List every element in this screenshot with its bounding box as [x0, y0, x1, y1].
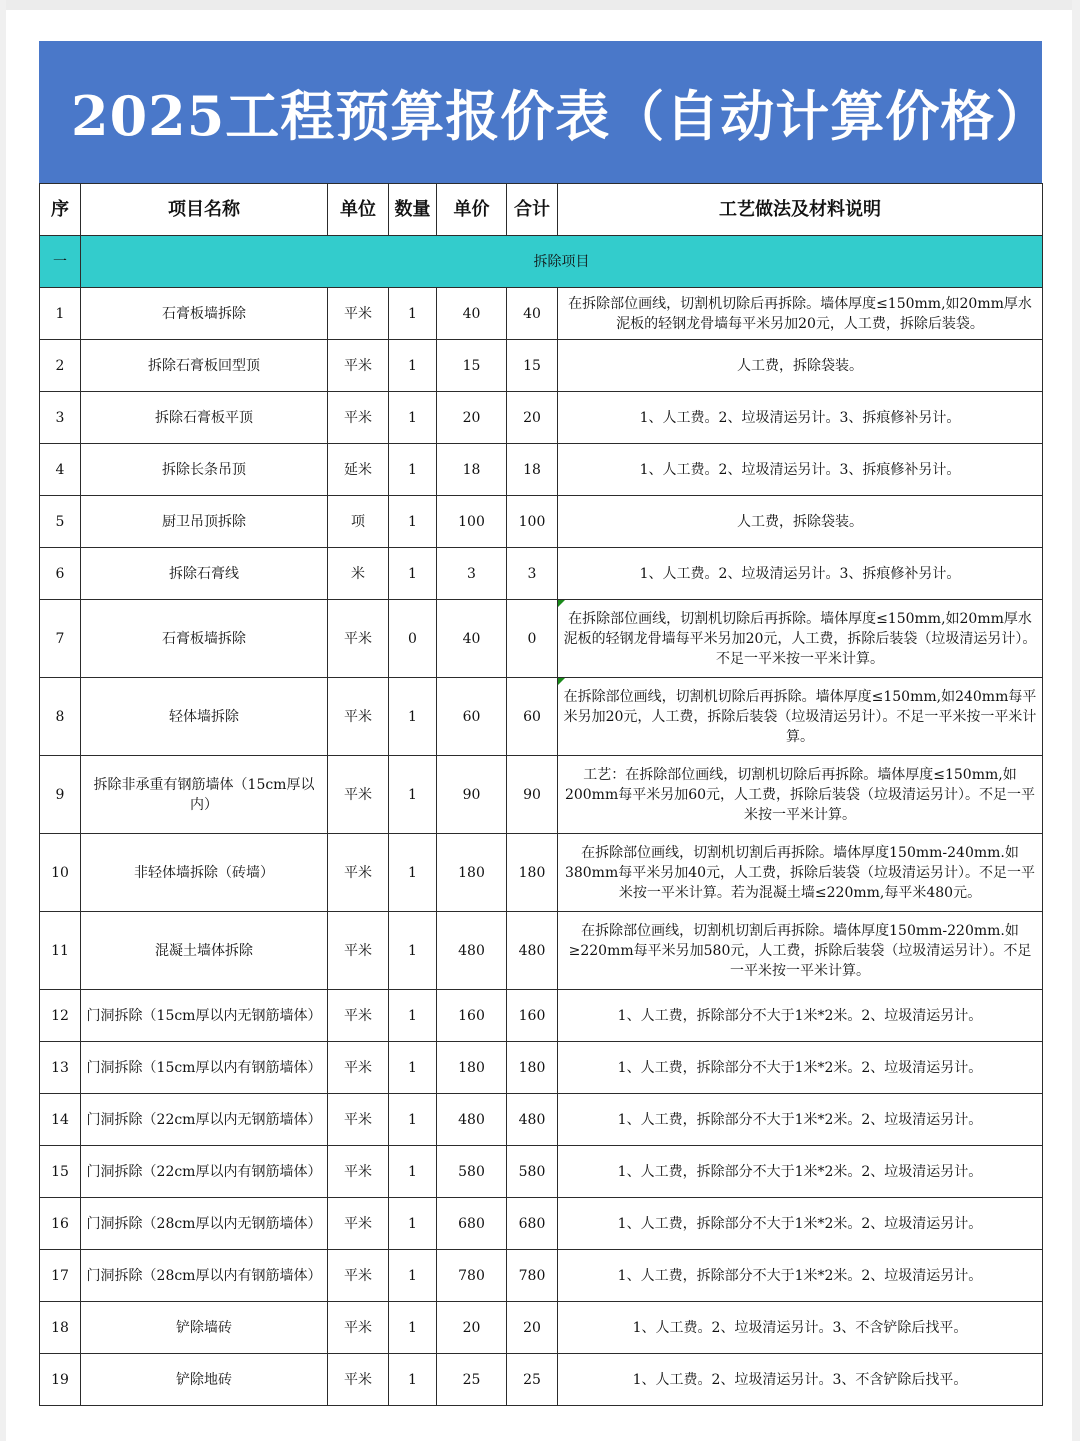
cell-no[interactable]: 14 [40, 1094, 81, 1146]
header-row [40, 184, 1043, 236]
table-row[interactable] [40, 496, 1043, 548]
cell-total[interactable]: 3 [507, 548, 558, 600]
cell-name[interactable]: 轻体墙拆除 [81, 678, 328, 756]
cell-no[interactable]: 19 [40, 1354, 81, 1406]
table-row[interactable] [40, 1146, 1043, 1198]
cell-desc[interactable]: 人工费，拆除袋装。 [558, 496, 1043, 548]
cell-price[interactable]: 15 [437, 340, 507, 392]
cell-qty[interactable]: 1 [389, 678, 437, 756]
cell-unit[interactable]: 平米 [328, 1354, 389, 1406]
cell-qty[interactable]: 1 [389, 340, 437, 392]
cell-qty[interactable]: 1 [389, 834, 437, 912]
cell-desc[interactable]: 1、人工费。2、垃圾清运另计。3、不含铲除后找平。 [558, 1302, 1043, 1354]
page-border-right [1072, 0, 1080, 1441]
cell-no[interactable]: 7 [40, 600, 81, 678]
cell-desc[interactable]: 工艺：在拆除部位画线，切割机切除后再拆除。墙体厚度≤150mm,如200mm每平米另加60元，人工费，拆除后装袋（垃圾清运另计）。不足一平米按一平米计算。 [558, 756, 1043, 834]
cell-price[interactable]: 680 [437, 1198, 507, 1250]
cell-desc[interactable]: 1、人工费。2、垃圾清运另计。3、拆痕修补另计。 [558, 548, 1043, 600]
cell-desc[interactable]: 在拆除部位画线，切割机切除后再拆除。墙体厚度≤150mm,如240mm每平米另加20元，人工费，拆除后装袋（垃圾清运另计）。不足一平米按一平米计算。 [558, 678, 1043, 756]
cell-name[interactable]: 门洞拆除（15cm厚以内有钢筋墙体） [81, 1042, 328, 1094]
cell-no[interactable]: 2 [40, 340, 81, 392]
cell-qty[interactable]: 1 [389, 1146, 437, 1198]
cell-desc[interactable]: 1、人工费。2、垃圾清运另计。3、拆痕修补另计。 [558, 392, 1043, 444]
cell-qty[interactable]: 1 [389, 990, 437, 1042]
cell-no[interactable]: 18 [40, 1302, 81, 1354]
section-row [40, 236, 1043, 288]
cell-total[interactable]: 20 [507, 1302, 558, 1354]
cell-price[interactable]: 20 [437, 392, 507, 444]
cell-unit[interactable]: 项 [328, 496, 389, 548]
cell-unit[interactable]: 平米 [328, 990, 389, 1042]
cell-name[interactable]: 拆除石膏板平顶 [81, 392, 328, 444]
cell-desc[interactable]: 1、人工费，拆除部分不大于1米*2米。2、垃圾清运另计。 [558, 1042, 1043, 1094]
page-border-top [0, 0, 1080, 10]
cell-no[interactable]: 1 [40, 288, 81, 340]
cell-name[interactable]: 铲除墙砖 [81, 1302, 328, 1354]
cell-qty[interactable]: 1 [389, 1042, 437, 1094]
cell-desc[interactable]: 1、人工费，拆除部分不大于1米*2米。2、垃圾清运另计。 [558, 990, 1043, 1042]
cell-price[interactable]: 3 [437, 548, 507, 600]
cell-desc[interactable]: 1、人工费。2、垃圾清运另计。3、拆痕修补另计。 [558, 444, 1043, 496]
title-banner [39, 41, 1051, 183]
section-number: 一 [40, 236, 81, 288]
header-total: 合计 [507, 184, 558, 236]
cell-desc[interactable]: 1、人工费，拆除部分不大于1米*2米。2、垃圾清运另计。 [558, 1250, 1043, 1302]
table-row[interactable] [40, 1094, 1043, 1146]
cell-total[interactable]: 580 [507, 1146, 558, 1198]
cell-price[interactable]: 60 [437, 678, 507, 756]
table-row[interactable] [40, 1198, 1043, 1250]
cell-total[interactable]: 180 [507, 1042, 558, 1094]
cell-name[interactable]: 拆除非承重有钢筋墙体（15cm厚以内） [81, 756, 328, 834]
table-row[interactable] [40, 1042, 1043, 1094]
page-border-left [0, 0, 6, 1441]
cell-name[interactable]: 铲除地砖 [81, 1354, 328, 1406]
cell-name[interactable]: 石膏板墙拆除 [81, 600, 328, 678]
cell-total[interactable]: 18 [507, 444, 558, 496]
cell-qty[interactable]: 1 [389, 392, 437, 444]
table-row[interactable] [40, 1354, 1043, 1406]
table-row[interactable] [40, 678, 1043, 756]
cell-desc[interactable]: 在拆除部位画线，切割机切割后再拆除。墙体厚度150mm-220mm.如≥220mm每平米另加580元，人工费，拆除后装袋（垃圾清运另计）。不足一平米按一平米计算。 [558, 912, 1043, 990]
cell-total[interactable]: 680 [507, 1198, 558, 1250]
cell-name[interactable]: 门洞拆除（22cm厚以内无钢筋墙体） [81, 1094, 328, 1146]
cell-desc[interactable]: 1、人工费，拆除部分不大于1米*2米。2、垃圾清运另计。 [558, 1094, 1043, 1146]
table-row[interactable] [40, 444, 1043, 496]
cell-qty[interactable]: 1 [389, 1354, 437, 1406]
cell-name[interactable]: 门洞拆除（22cm厚以内有钢筋墙体） [81, 1146, 328, 1198]
cell-total[interactable]: 180 [507, 834, 558, 912]
cell-desc[interactable]: 1、人工费，拆除部分不大于1米*2米。2、垃圾清运另计。 [558, 1146, 1043, 1198]
cell-unit[interactable]: 平米 [328, 678, 389, 756]
cell-price[interactable]: 780 [437, 1250, 507, 1302]
cell-no[interactable]: 12 [40, 990, 81, 1042]
cell-total[interactable]: 20 [507, 392, 558, 444]
cell-total[interactable]: 480 [507, 912, 558, 990]
cell-qty[interactable]: 1 [389, 756, 437, 834]
cell-qty[interactable]: 1 [389, 1302, 437, 1354]
cell-unit[interactable]: 平米 [328, 1250, 389, 1302]
cell-unit[interactable]: 平米 [328, 340, 389, 392]
cell-total[interactable]: 0 [507, 600, 558, 678]
cell-name[interactable]: 门洞拆除（28cm厚以内无钢筋墙体） [81, 1198, 328, 1250]
cell-price[interactable]: 180 [437, 1042, 507, 1094]
cell-name[interactable]: 拆除长条吊顶 [81, 444, 328, 496]
table-row[interactable] [40, 1250, 1043, 1302]
cell-name[interactable]: 拆除石膏线 [81, 548, 328, 600]
table-row[interactable] [40, 990, 1043, 1042]
table-row[interactable] [40, 600, 1043, 678]
cell-qty[interactable]: 1 [389, 548, 437, 600]
cell-desc[interactable]: 人工费，拆除袋装。 [558, 340, 1043, 392]
cell-no[interactable]: 15 [40, 1146, 81, 1198]
cell-unit[interactable]: 平米 [328, 392, 389, 444]
cell-qty[interactable]: 1 [389, 444, 437, 496]
cell-total[interactable]: 480 [507, 1094, 558, 1146]
page-title: 2025工程预算报价表（自动计算价格） [71, 83, 1051, 148]
cell-price[interactable]: 18 [437, 444, 507, 496]
cell-name[interactable]: 厨卫吊顶拆除 [81, 496, 328, 548]
table-row[interactable] [40, 548, 1043, 600]
header-qty: 数量 [389, 184, 437, 236]
header-price: 单价 [437, 184, 507, 236]
cell-price[interactable]: 20 [437, 1302, 507, 1354]
table-row[interactable] [40, 392, 1043, 444]
section-title: 拆除项目 [81, 236, 1043, 288]
cell-price[interactable]: 25 [437, 1354, 507, 1406]
cell-unit[interactable]: 平米 [328, 756, 389, 834]
cell-name[interactable]: 混凝土墙体拆除 [81, 912, 328, 990]
cell-desc[interactable]: 在拆除部位画线，切割机切割后再拆除。墙体厚度150mm-240mm.如380mm每平米另加40元，人工费，拆除后装袋（垃圾清运另计）。不足一平米按一平米计算。若为混凝土墙≤220mm,每平米480元。 [558, 834, 1043, 912]
cell-price[interactable]: 180 [437, 834, 507, 912]
cell-unit[interactable]: 延米 [328, 444, 389, 496]
cell-no[interactable]: 5 [40, 496, 81, 548]
cell-price[interactable]: 40 [437, 600, 507, 678]
cell-total[interactable]: 40 [507, 288, 558, 340]
table-row[interactable] [40, 756, 1043, 834]
cell-name[interactable]: 门洞拆除（15cm厚以内无钢筋墙体） [81, 990, 328, 1042]
cell-no[interactable]: 13 [40, 1042, 81, 1094]
cell-desc[interactable]: 在拆除部位画线，切割机切除后再拆除。墙体厚度≤150mm,如20mm厚水泥板的轻钢龙骨墙每平米另加20元，人工费，拆除后装袋。 [558, 288, 1043, 340]
cell-no[interactable]: 17 [40, 1250, 81, 1302]
table-row[interactable] [40, 288, 1043, 340]
cell-desc[interactable]: 在拆除部位画线，切割机切除后再拆除。墙体厚度≤150mm,如20mm厚水泥板的轻钢龙骨墙每平米另加20元，人工费，拆除后装袋（垃圾清运另计）。不足一平米按一平米计算。 [558, 600, 1043, 678]
cell-unit[interactable]: 平米 [328, 912, 389, 990]
table-row[interactable] [40, 834, 1043, 912]
cell-price[interactable]: 90 [437, 756, 507, 834]
cell-qty[interactable]: 0 [389, 600, 437, 678]
header-unit: 单位 [328, 184, 389, 236]
cell-no[interactable]: 10 [40, 834, 81, 912]
cell-desc[interactable]: 1、人工费。2、垃圾清运另计。3、不含铲除后找平。 [558, 1354, 1043, 1406]
cell-price[interactable]: 160 [437, 990, 507, 1042]
cell-name[interactable]: 门洞拆除（28cm厚以内有钢筋墙体） [81, 1250, 328, 1302]
cell-no[interactable]: 16 [40, 1198, 81, 1250]
table-row[interactable] [40, 912, 1043, 990]
table-row[interactable] [40, 1302, 1043, 1354]
cell-name[interactable]: 石膏板墙拆除 [81, 288, 328, 340]
cell-qty[interactable]: 1 [389, 496, 437, 548]
header-no: 序 [40, 184, 81, 236]
table-row[interactable] [40, 340, 1043, 392]
budget-table [39, 183, 1043, 1406]
cell-qty[interactable]: 1 [389, 912, 437, 990]
cell-unit[interactable]: 平米 [328, 1302, 389, 1354]
cell-no[interactable]: 11 [40, 912, 81, 990]
header-name: 项目名称 [81, 184, 328, 236]
cell-unit[interactable]: 平米 [328, 1198, 389, 1250]
cell-no[interactable]: 9 [40, 756, 81, 834]
cell-total[interactable]: 60 [507, 678, 558, 756]
cell-price[interactable]: 580 [437, 1146, 507, 1198]
cell-unit[interactable]: 平米 [328, 1042, 389, 1094]
cell-qty[interactable]: 1 [389, 288, 437, 340]
cell-total[interactable]: 90 [507, 756, 558, 834]
cell-total[interactable]: 15 [507, 340, 558, 392]
cell-price[interactable]: 480 [437, 1094, 507, 1146]
cell-qty[interactable]: 1 [389, 1198, 437, 1250]
cell-total[interactable]: 25 [507, 1354, 558, 1406]
cell-no[interactable]: 6 [40, 548, 81, 600]
cell-desc[interactable]: 1、人工费，拆除部分不大于1米*2米。2、垃圾清运另计。 [558, 1198, 1043, 1250]
cell-name[interactable]: 拆除石膏板回型顶 [81, 340, 328, 392]
cell-total[interactable]: 160 [507, 990, 558, 1042]
cell-unit[interactable]: 米 [328, 548, 389, 600]
cell-no[interactable]: 4 [40, 444, 81, 496]
cell-price[interactable]: 480 [437, 912, 507, 990]
cell-no[interactable]: 8 [40, 678, 81, 756]
cell-price[interactable]: 100 [437, 496, 507, 548]
cell-name[interactable]: 非轻体墙拆除（砖墙） [81, 834, 328, 912]
cell-unit[interactable]: 平米 [328, 600, 389, 678]
cell-price[interactable]: 40 [437, 288, 507, 340]
cell-unit[interactable]: 平米 [328, 1094, 389, 1146]
header-desc: 工艺做法及材料说明 [558, 184, 1043, 236]
cell-unit[interactable]: 平米 [328, 288, 389, 340]
cell-unit[interactable]: 平米 [328, 834, 389, 912]
cell-unit[interactable]: 平米 [328, 1146, 389, 1198]
cell-no[interactable]: 3 [40, 392, 81, 444]
cell-qty[interactable]: 1 [389, 1250, 437, 1302]
cell-total[interactable]: 100 [507, 496, 558, 548]
cell-qty[interactable]: 1 [389, 1094, 437, 1146]
cell-total[interactable]: 780 [507, 1250, 558, 1302]
